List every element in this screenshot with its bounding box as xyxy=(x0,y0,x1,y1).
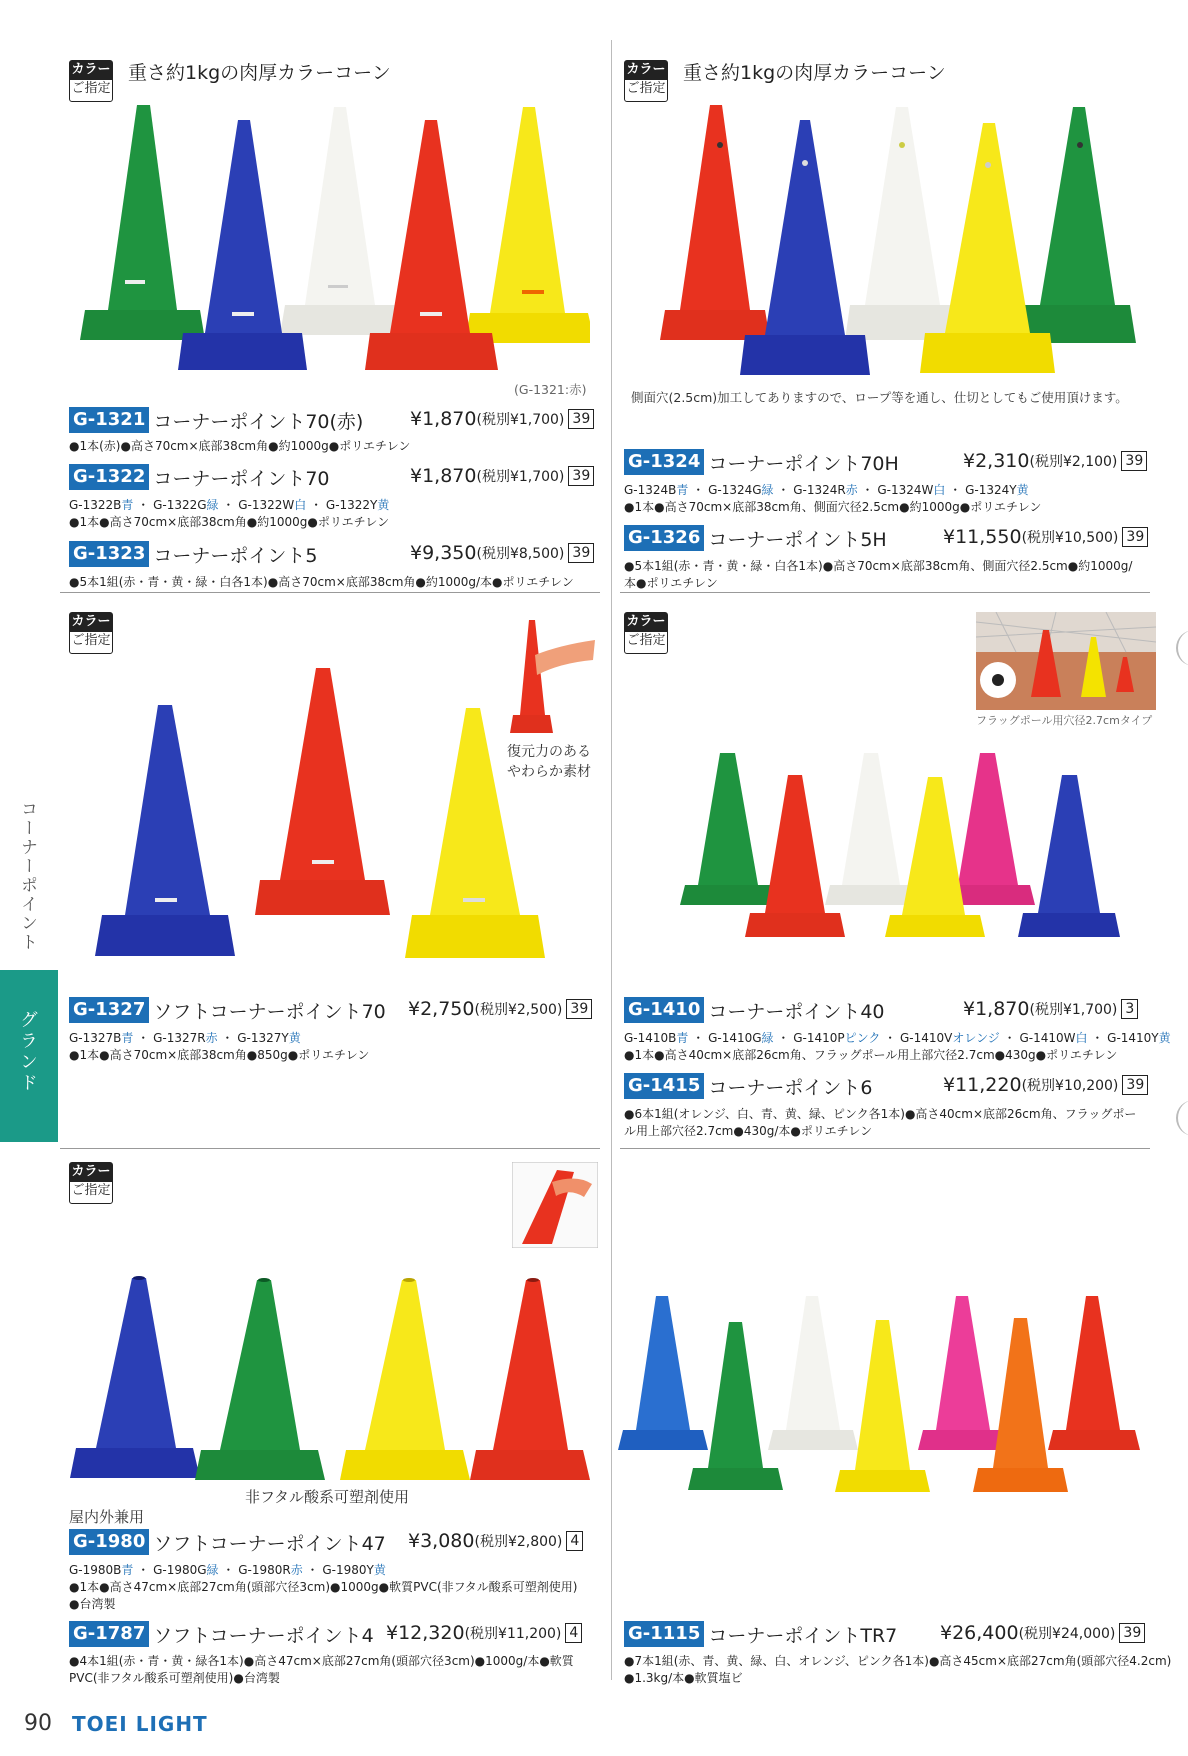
variant-code: G-1322W xyxy=(238,498,295,512)
inset-caption: やわらか素材 xyxy=(507,764,591,780)
catalog-page-ref: 39 xyxy=(568,409,594,429)
variant-code: G-1324Y xyxy=(965,483,1017,497)
product-code: G-1324 xyxy=(624,449,704,475)
variant-color: 黄 xyxy=(1158,1031,1171,1045)
product-g1322[interactable] xyxy=(69,463,330,491)
material-caption: 非フタル酸系可塑剤使用 xyxy=(245,1488,409,1506)
product-name: ソフトコーナーポイント70 xyxy=(153,1000,386,1023)
section-divider xyxy=(620,592,1150,593)
variant-separator: ・ xyxy=(945,483,966,497)
variant-code: G-1410G xyxy=(708,1031,762,1045)
product-price: ¥9,350 (税別¥8,500) 39 xyxy=(410,542,594,564)
red-cone xyxy=(660,105,770,340)
product-name: コーナーポイント70H xyxy=(708,452,899,475)
tr7-cone-product-image xyxy=(618,1290,1143,1495)
variant-code: G-1322B xyxy=(69,498,122,512)
side-tab-lower-label: グランド xyxy=(17,1010,38,1094)
side-tab-grand[interactable] xyxy=(0,970,58,1142)
product-variants xyxy=(624,482,1029,499)
orange-cone xyxy=(973,1318,1068,1492)
product-spec: ●1本●高さ47cm×底部27cm角(頭部穴径3cm)●1000g●軟質PVC(非フタル酸系可塑剤使用) xyxy=(69,1580,578,1594)
soft-pvc-inset-image xyxy=(512,1162,598,1248)
green-cone xyxy=(195,1278,325,1480)
product-code: G-1787 xyxy=(69,1621,149,1647)
variant-color: 白 xyxy=(1075,1031,1088,1045)
variant-color: 青 xyxy=(121,498,134,512)
section-heading: 重さ約1kgの肉厚カラーコーン xyxy=(683,62,946,84)
product-name: コーナーポイントTR7 xyxy=(708,1624,898,1647)
product-code: G-1327 xyxy=(69,997,149,1023)
section-divider xyxy=(60,1148,600,1149)
catalog-page-ref: 39 xyxy=(1122,527,1148,547)
section-heading: 重さ約1kgの肉厚カラーコーン xyxy=(128,62,391,84)
color-select-badge: カラー ご指定 xyxy=(69,60,113,102)
catalog-page-ref: 39 xyxy=(1122,1075,1148,1095)
product-spec: ●5本1組(赤・青・黄・緑・白各1本)●高さ70cm×底部38cm角●約1000g/本●ポリエチレン xyxy=(69,575,574,589)
blue-cone xyxy=(618,1296,708,1450)
red-cone xyxy=(255,668,390,915)
variant-separator: ・ xyxy=(857,483,878,497)
product-code: G-1322 xyxy=(69,464,149,490)
variant-code: G-1410V xyxy=(900,1031,953,1045)
variant-code: G-1327B xyxy=(69,1031,122,1045)
variant-separator: ・ xyxy=(999,1031,1020,1045)
product-name: ソフトコーナーポイント47 xyxy=(153,1532,386,1555)
product-price: ¥1,870 (税別¥1,700) 39 xyxy=(410,465,594,487)
variant-code: G-1980Y xyxy=(322,1563,374,1577)
image-caption: (G-1321:赤) xyxy=(514,382,587,397)
color-select-badge: カラー ご指定 xyxy=(624,60,668,102)
product-variants xyxy=(69,497,389,514)
side-tab-upper-label: コーナーポイント xyxy=(17,800,37,952)
product-spec: ●1本(赤)●高さ70cm×底部38cm角●約1000g●ポリエチレン xyxy=(69,439,411,453)
variant-separator: ・ xyxy=(133,1031,154,1045)
variant-separator: ・ xyxy=(218,1563,239,1577)
product-spec: ●1本●高さ70cm×底部38cm角●約1000g●ポリエチレン xyxy=(69,515,390,529)
blue-cone xyxy=(95,705,235,956)
variant-code: G-1324B xyxy=(624,483,677,497)
product-code: G-1410 xyxy=(624,997,704,1023)
product-price: ¥12,320 (税別¥11,200) 4 xyxy=(386,1622,582,1644)
yellow-cone xyxy=(920,123,1055,373)
cone-with-hole-product-image xyxy=(650,95,1140,380)
variant-separator: ・ xyxy=(133,498,154,512)
page-number: 90 xyxy=(24,1711,52,1736)
product-g1787[interactable] xyxy=(69,1620,374,1648)
product-variants xyxy=(69,1030,301,1047)
product-spec: ●6本1組(オレンジ、白、青、黄、緑、ピンク各1本)●高さ40cm×底部26cm角、フラッグポー xyxy=(624,1107,1137,1121)
white-cone xyxy=(825,753,915,905)
variant-code: G-1322Y xyxy=(325,498,378,512)
green-cone xyxy=(688,1322,783,1490)
variant-color: 黄 xyxy=(1016,483,1029,497)
photo-caption: フラッグポール用穴径2.7cmタイプ xyxy=(976,714,1153,727)
product-name: ソフトコーナーポイント4 xyxy=(153,1624,374,1647)
blue-cone xyxy=(740,120,870,375)
product-price: ¥1,870 (税別¥1,700) 39 xyxy=(410,408,594,430)
product-code: G-1326 xyxy=(624,525,704,551)
cone-product-image xyxy=(70,95,590,380)
product-spec: ●4本1組(赤・青・黄・緑各1本)●高さ47cm×底部27cm角(頭部穴径3cm)●1000g/本●軟質 xyxy=(69,1654,574,1668)
soft-pvc-cone-product-image xyxy=(68,1270,593,1480)
variant-code: G-1980B xyxy=(69,1563,122,1577)
yellow-cone xyxy=(340,1278,470,1480)
variant-code: G-1324W xyxy=(877,483,934,497)
product-g1410[interactable] xyxy=(624,996,885,1024)
product-price: ¥11,220 (税別¥10,200) 39 xyxy=(943,1074,1148,1096)
variant-color: 赤 xyxy=(290,1563,303,1577)
section-divider xyxy=(620,1148,1150,1149)
red-cone xyxy=(470,1278,590,1480)
white-cone xyxy=(845,107,960,340)
product-name: コーナーポイント40 xyxy=(708,1000,885,1023)
variant-separator: ・ xyxy=(880,1031,900,1045)
variant-color: 白 xyxy=(294,498,307,512)
product-name: コーナーポイント5 xyxy=(153,544,318,567)
product-spec: ●1本●高さ70cm×底部38cm角、側面穴径2.5cm●約1000g●ポリエチレン xyxy=(624,500,1042,514)
variant-code: G-1410Y xyxy=(1107,1031,1159,1045)
product-code: G-1321 xyxy=(69,407,149,433)
variant-separator: ・ xyxy=(306,498,326,512)
product-spec: ●1本●高さ40cm×底部26cm角、フラッグポール用上部穴径2.7cm●430g●ポリエチレン xyxy=(624,1048,1118,1062)
variant-separator: ・ xyxy=(688,483,709,497)
product-price: ¥26,400 (税別¥24,000) 39 xyxy=(940,1622,1145,1644)
product-spec: 本●ポリエチレン xyxy=(624,576,718,590)
brand-logo: TOEI LIGHT xyxy=(72,1712,208,1736)
product-code: G-1980 xyxy=(69,1529,149,1555)
variant-color: 青 xyxy=(676,483,689,497)
variant-color: 黄 xyxy=(377,498,390,512)
green-cone xyxy=(80,105,205,340)
inset-caption: 復元力のある xyxy=(507,744,591,760)
catalog-page-ref: 4 xyxy=(566,1531,583,1551)
feature-note: 側面穴(2.5cm)加工してありますので、ロープ等を通し、仕切としてもご使用頂けます。 xyxy=(631,390,1128,405)
catalog-page-ref: 39 xyxy=(566,999,592,1019)
product-g1326[interactable] xyxy=(624,524,887,552)
variant-code: G-1410B xyxy=(624,1031,677,1045)
green-cone xyxy=(1020,107,1136,343)
catalog-page-ref: 39 xyxy=(568,543,594,563)
yellow-cone xyxy=(835,1320,930,1492)
soft-cone-product-image xyxy=(90,660,550,960)
variant-color: 白 xyxy=(933,483,946,497)
product-spec: ●7本1組(赤、青、黄、緑、白、オレンジ、ピンク各1本)●高さ45cm×底部27cm角(頭部穴径4.2cm) xyxy=(624,1654,1172,1668)
product-spec: PVC(非フタル酸系可塑剤使用)●台湾製 xyxy=(69,1671,280,1685)
product-price: ¥1,870 (税別¥1,700) 3 xyxy=(963,998,1138,1020)
variant-color: ピンク xyxy=(844,1031,881,1045)
variant-separator: ・ xyxy=(133,1563,154,1577)
variant-color: オレンジ xyxy=(952,1031,1000,1045)
product-spec: ●台湾製 xyxy=(69,1597,116,1611)
product-name: コーナーポイント70(赤) xyxy=(153,410,364,433)
product-g1415[interactable] xyxy=(624,1072,872,1100)
variant-code: G-1324G xyxy=(708,483,762,497)
product-code: G-1115 xyxy=(624,1621,704,1647)
red-cone xyxy=(1048,1296,1140,1450)
catalog-page-ref: 39 xyxy=(1119,1623,1145,1643)
blue-cone xyxy=(1018,775,1120,937)
variant-separator: ・ xyxy=(218,498,239,512)
catalog-page-ref: 3 xyxy=(1121,999,1138,1019)
catalog-page-ref: 4 xyxy=(565,1623,582,1643)
red-cone xyxy=(745,775,845,937)
variant-code: G-1410P xyxy=(793,1031,845,1045)
product-g1327[interactable] xyxy=(69,996,386,1024)
variant-color: 青 xyxy=(676,1031,689,1045)
product-spec: ●1本●高さ70cm×底部38cm角●850g●ポリエチレン xyxy=(69,1048,370,1062)
variant-color: 緑 xyxy=(206,1563,219,1577)
variant-color: 赤 xyxy=(205,1031,218,1045)
variant-color: 緑 xyxy=(761,1031,774,1045)
product-price: ¥11,550 (税別¥10,500) 39 xyxy=(943,526,1148,548)
flag-pole-photo xyxy=(976,612,1156,710)
variant-code: G-1322G xyxy=(153,498,207,512)
variant-separator: ・ xyxy=(773,1031,794,1045)
variant-color: 黄 xyxy=(373,1563,386,1577)
side-tab-category[interactable] xyxy=(0,800,58,970)
product-name: コーナーポイント5H xyxy=(708,528,887,551)
pink-cone xyxy=(918,1296,1008,1450)
variant-code: G-1327R xyxy=(153,1031,206,1045)
product-price: ¥2,750 (税別¥2,500) 39 xyxy=(408,998,592,1020)
blue-cone xyxy=(70,1276,200,1478)
product-variants xyxy=(69,1562,386,1579)
white-cone xyxy=(280,107,400,335)
product-g1323[interactable] xyxy=(69,540,317,568)
white-cone xyxy=(768,1296,858,1450)
color-select-badge: カラー ご指定 xyxy=(69,1162,113,1204)
product-spec: ●1.3kg/本●軟質塩ビ xyxy=(624,1671,743,1685)
product-price: ¥2,310 (税別¥2,100) 39 xyxy=(963,450,1147,472)
color-select-badge: カラー ご指定 xyxy=(69,612,113,654)
product-price: ¥3,080 (税別¥2,800) 4 xyxy=(408,1530,583,1552)
yellow-cone xyxy=(465,107,590,343)
variant-code: G-1980G xyxy=(153,1563,207,1577)
yellow-cone xyxy=(405,708,545,958)
section-divider xyxy=(60,592,600,593)
product-spec: ル用上部穴径2.7cm●430g/本●ポリエチレン xyxy=(624,1124,873,1138)
column-divider xyxy=(611,40,612,1680)
variant-separator: ・ xyxy=(773,483,794,497)
page-edge-tab xyxy=(1176,1100,1188,1136)
variant-code: G-1980R xyxy=(238,1563,291,1577)
variant-color: 青 xyxy=(121,1563,134,1577)
variant-color: 青 xyxy=(121,1031,134,1045)
product-code: G-1323 xyxy=(69,541,149,567)
product-name: コーナーポイント6 xyxy=(708,1076,873,1099)
variant-color: 黄 xyxy=(288,1031,301,1045)
variant-code: G-1327Y xyxy=(237,1031,289,1045)
variant-separator: ・ xyxy=(1087,1031,1108,1045)
product-g1115[interactable] xyxy=(624,1620,897,1648)
variant-separator: ・ xyxy=(688,1031,709,1045)
variant-code: G-1324R xyxy=(793,483,846,497)
variant-separator: ・ xyxy=(217,1031,238,1045)
variant-separator: ・ xyxy=(302,1563,323,1577)
variant-color: 赤 xyxy=(845,483,858,497)
product-g1324[interactable] xyxy=(624,448,899,476)
page-edge-tab xyxy=(1176,630,1188,666)
variant-code: G-1410W xyxy=(1019,1031,1076,1045)
product-variants xyxy=(624,1030,1171,1047)
product-code: G-1415 xyxy=(624,1073,704,1099)
color-select-badge: カラー ご指定 xyxy=(624,612,668,654)
catalog-page-ref: 39 xyxy=(568,466,594,486)
variant-color: 緑 xyxy=(206,498,219,512)
catalog-page-ref: 39 xyxy=(1121,451,1147,471)
variant-color: 緑 xyxy=(761,483,774,497)
cone40-product-image xyxy=(680,745,1125,940)
product-g1321[interactable] xyxy=(69,406,363,434)
product-g1980[interactable] xyxy=(69,1528,386,1556)
indoor-outdoor-label: 屋内外兼用 xyxy=(69,1508,145,1526)
green-cone xyxy=(680,753,775,905)
product-spec: ●5本1組(赤・青・黄・緑・白各1本)●高さ70cm×底部38cm角、側面穴径2.5cm●約1000g/ xyxy=(624,559,1133,573)
product-name: コーナーポイント70 xyxy=(153,467,330,490)
